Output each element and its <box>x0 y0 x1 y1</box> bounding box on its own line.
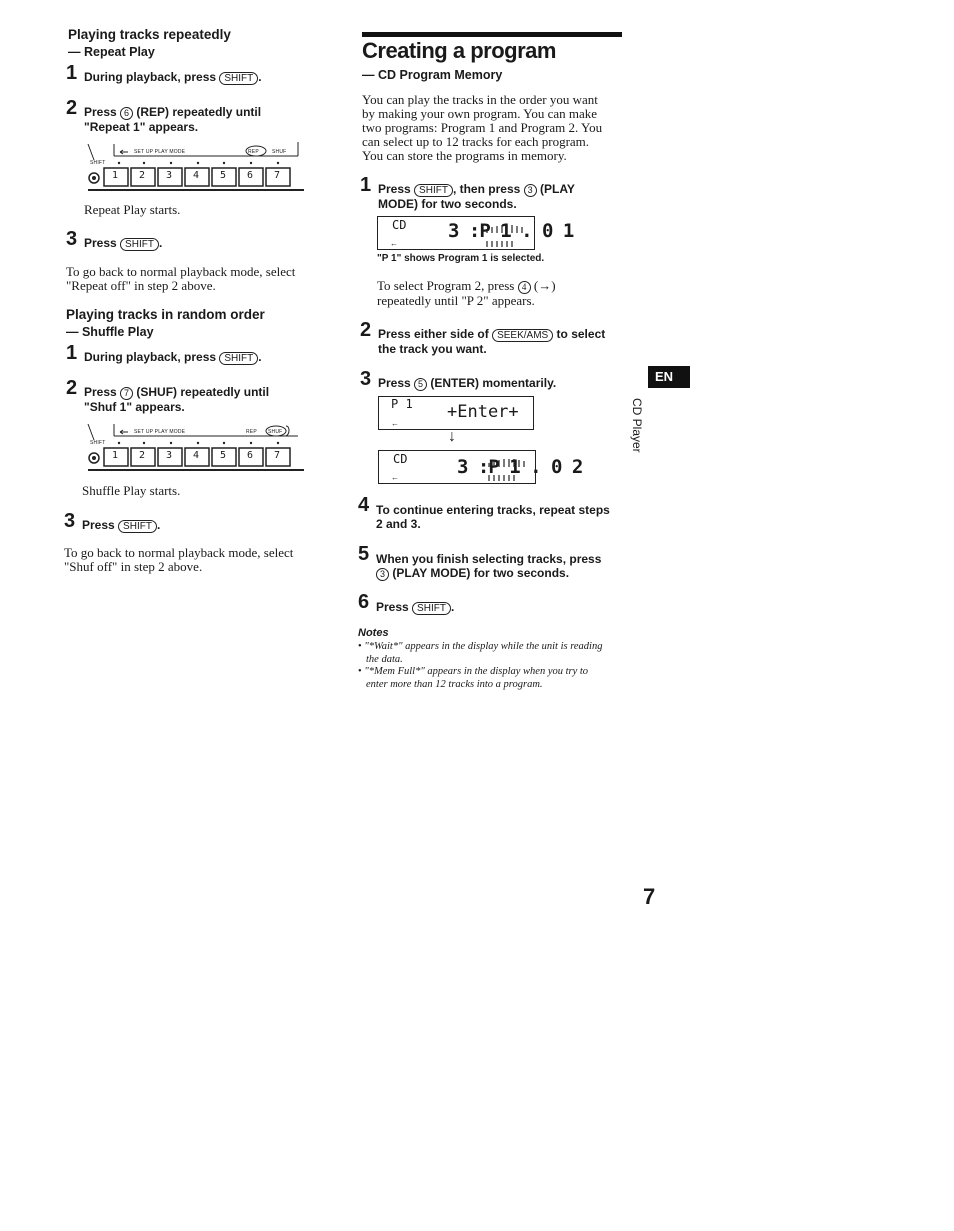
note-line: "*Mem Full*" appears in the display when you try to <box>364 666 589 677</box>
lcd3-level-bars <box>485 453 535 483</box>
shuffle-step2-pre: Press <box>84 385 117 399</box>
shuffle-result: Shuffle Play starts. <box>82 483 181 498</box>
shuffle-key-3: 3 <box>166 450 173 461</box>
shuffle-step3-text: Press SHIFT . <box>82 518 161 532</box>
repeat-back-note <box>66 265 295 293</box>
repeat-key-4: 4 <box>193 170 200 181</box>
notes-list <box>358 641 628 691</box>
program-step5-number: 5 <box>358 543 370 565</box>
repeat-rep-label: REP <box>248 149 259 155</box>
lcd1-cd-label: CD <box>392 218 407 232</box>
repeat-step2-line2: "Repeat 1" appears. <box>84 120 199 134</box>
shuffle-step2-label: (SHUF) repeatedly until <box>136 385 270 399</box>
step2-line2: the track you want. <box>378 342 487 356</box>
lcd-display-p1-01 <box>377 216 574 250</box>
lcd2-p-label: P 1 <box>391 397 413 411</box>
left-arrow-icon: ← <box>391 419 399 428</box>
repeat-subtitle: — Repeat Play <box>68 45 155 59</box>
program-step3-number: 3 <box>360 368 372 390</box>
repeat-key-1: 1 <box>112 170 119 181</box>
repeat-step2-label: (REP) repeatedly until <box>136 105 262 119</box>
step3-pre: Press <box>378 376 411 390</box>
key-3: 3 <box>376 568 389 581</box>
shuffle-step1-text: During playback, press SHIFT . <box>84 350 262 364</box>
key-4: 4 <box>518 281 531 294</box>
key-5: 5 <box>414 378 427 391</box>
repeat-result: Repeat Play starts. <box>84 202 181 217</box>
shuffle-key-5: 5 <box>220 450 227 461</box>
shift-key: SHIFT <box>120 238 159 251</box>
repeat-key-2: 2 <box>139 170 146 181</box>
step1-line2: MODE) for two seconds. <box>378 197 517 211</box>
select-program2-note <box>377 279 556 308</box>
lcd2-readout: +Enter+ <box>447 402 519 422</box>
shuffle-step2-line2: "Shuf 1" appears. <box>84 400 185 414</box>
note-line: the data. <box>366 653 403 665</box>
repeat-step2-text <box>84 105 261 134</box>
intro-line: You can play the tracks in the order you want <box>362 92 598 107</box>
program-step1-number: 1 <box>360 174 372 196</box>
repeat-key-6: 6 <box>247 170 254 181</box>
program-step1-text <box>378 182 575 211</box>
shuffle-back-line2: "Shuf off" in step 2 above. <box>64 559 203 574</box>
repeat-back-line2: "Repeat off" in step 2 above. <box>66 278 216 293</box>
shuffle-step3-label: Press <box>82 518 115 532</box>
left-arrow-icon: ← <box>391 473 399 482</box>
shuffle-back-note <box>64 546 293 574</box>
key-3: 3 <box>524 184 537 197</box>
program-step3-text <box>378 376 556 391</box>
bullet-icon: • <box>358 666 362 677</box>
note-item <box>358 641 628 666</box>
lcd-display-enter <box>378 396 534 430</box>
repeat-key-7: 7 <box>274 170 281 181</box>
step5-label: When you finish selecting tracks, press <box>376 552 602 566</box>
shuffle-display-illustration <box>84 420 306 475</box>
shuffle-step3-number: 3 <box>64 510 76 532</box>
repeat-back-line1: To go back to normal playback mode, select <box>66 264 296 279</box>
key-6: 6 <box>120 107 133 120</box>
repeat-step1-label: During playback, press <box>84 70 217 84</box>
select-p2-arrow: (→) <box>533 278 556 293</box>
shuffle-step2-number: 2 <box>66 377 78 399</box>
program-step6-number: 6 <box>358 591 370 613</box>
shuffle-step2-text <box>84 385 269 414</box>
program-step6-text: Press SHIFT . <box>376 600 455 614</box>
shuffle-shift-label: SHIFT <box>90 440 106 446</box>
repeat-step3-number: 3 <box>66 228 78 250</box>
repeat-title: Playing tracks repeatedly <box>68 27 231 42</box>
step2-post: to select <box>556 327 606 341</box>
language-tab: EN <box>648 366 690 388</box>
shift-key: SHIFT <box>219 352 258 365</box>
left-arrow-icon: ← <box>390 239 398 248</box>
repeat-setup-label: SET UP PLAY MODE <box>134 149 186 155</box>
lcd-display-p1-02 <box>378 450 583 484</box>
program-step4-number: 4 <box>358 494 370 516</box>
shuffle-title: Playing tracks in random order <box>66 307 265 322</box>
lcd3-cd-label: CD <box>393 452 408 466</box>
select-p2-line2: repeatedly until "P 2" appears. <box>377 293 535 308</box>
shift-key: SHIFT <box>412 602 451 615</box>
repeat-display-illustration <box>84 140 306 195</box>
step6-label: Press <box>376 600 409 614</box>
repeat-key-5: 5 <box>220 170 227 181</box>
lcd3-readout: 3 :P 1 . 0 2 <box>457 456 583 478</box>
shuffle-key-1: 1 <box>112 450 119 461</box>
shuffle-key-7: 7 <box>274 450 281 461</box>
shuffle-back-line1: To go back to normal playback mode, select <box>64 545 294 560</box>
lcd1-caption: "P 1" shows Program 1 is selected. <box>377 253 545 264</box>
repeat-step1-number: 1 <box>66 62 78 84</box>
shift-key: SHIFT <box>219 72 258 85</box>
repeat-step2-number: 2 <box>66 97 78 119</box>
program-intro <box>362 93 602 163</box>
repeat-step3-text: Press SHIFT . <box>84 236 163 250</box>
step1-post: (PLAY <box>539 182 575 196</box>
shuffle-key-2: 2 <box>139 450 146 461</box>
note-line: "*Wait*" appears in the display while the unit is reading <box>364 641 603 652</box>
bullet-icon: • <box>358 641 362 652</box>
repeat-shift-label: SHIFT <box>90 160 106 166</box>
step4-line2: 2 and 3. <box>376 517 421 531</box>
intro-line: You can store the programs in memory. <box>362 148 567 163</box>
shuffle-rep-label: REP <box>246 429 257 435</box>
shuffle-step1-number: 1 <box>66 342 78 364</box>
repeat-step2-pre: Press <box>84 105 117 119</box>
shuffle-step1-label: During playback, press <box>84 350 217 364</box>
intro-line: two programs: Program 1 and Program 2. You <box>362 120 603 135</box>
key-7: 7 <box>120 387 133 400</box>
page-number: 7 <box>643 884 656 909</box>
notes-title: Notes <box>358 627 389 639</box>
program-subtitle: — CD Program Memory <box>362 68 503 82</box>
shuffle-shuf-label: SHUF <box>268 429 283 435</box>
lcd1-level-bars <box>483 219 533 249</box>
step1-mid: , then press <box>452 182 521 196</box>
down-arrow-icon: ↓ <box>448 428 456 445</box>
program-step4-text <box>376 503 610 531</box>
step1-pre: Press <box>378 182 411 196</box>
shuffle-subtitle: — Shuffle Play <box>66 325 154 339</box>
note-line: enter more than 12 tracks into a program. <box>366 678 543 690</box>
step4-label: To continue entering tracks, repeat steps <box>376 503 610 517</box>
section-vertical-label: CD Player <box>630 398 644 453</box>
intro-line: can select up to 12 tracks for each program. <box>362 134 590 149</box>
intro-line: by making your own program. You can make <box>362 106 598 121</box>
repeat-step1-text: During playback, press SHIFT . <box>84 70 262 84</box>
select-p2-pre: To select Program 2, press <box>377 278 515 293</box>
shuffle-setup-label: SET UP PLAY MODE <box>134 429 186 435</box>
program-step2-text <box>378 327 605 356</box>
note-item <box>358 666 628 691</box>
lcd1-readout: 3 :P 1 . 0 1 <box>448 220 574 242</box>
shift-key: SHIFT <box>118 520 157 533</box>
repeat-shuf-label: SHUF <box>272 149 287 155</box>
shuffle-key-4: 4 <box>193 450 200 461</box>
seek-ams-key: SEEK/AMS <box>492 329 553 342</box>
repeat-step3-label: Press <box>84 236 117 250</box>
shuffle-key-6: 6 <box>247 450 254 461</box>
program-title: Creating a program <box>362 38 556 63</box>
shift-key: SHIFT <box>414 184 453 197</box>
step3-post: (ENTER) momentarily. <box>430 376 557 390</box>
step5-line2: (PLAY MODE) for two seconds. <box>392 566 570 580</box>
title-rule <box>362 32 622 37</box>
repeat-key-3: 3 <box>166 170 173 181</box>
program-step5-text <box>376 552 601 581</box>
program-step2-number: 2 <box>360 319 372 341</box>
step2-pre: Press either side of <box>378 327 489 341</box>
